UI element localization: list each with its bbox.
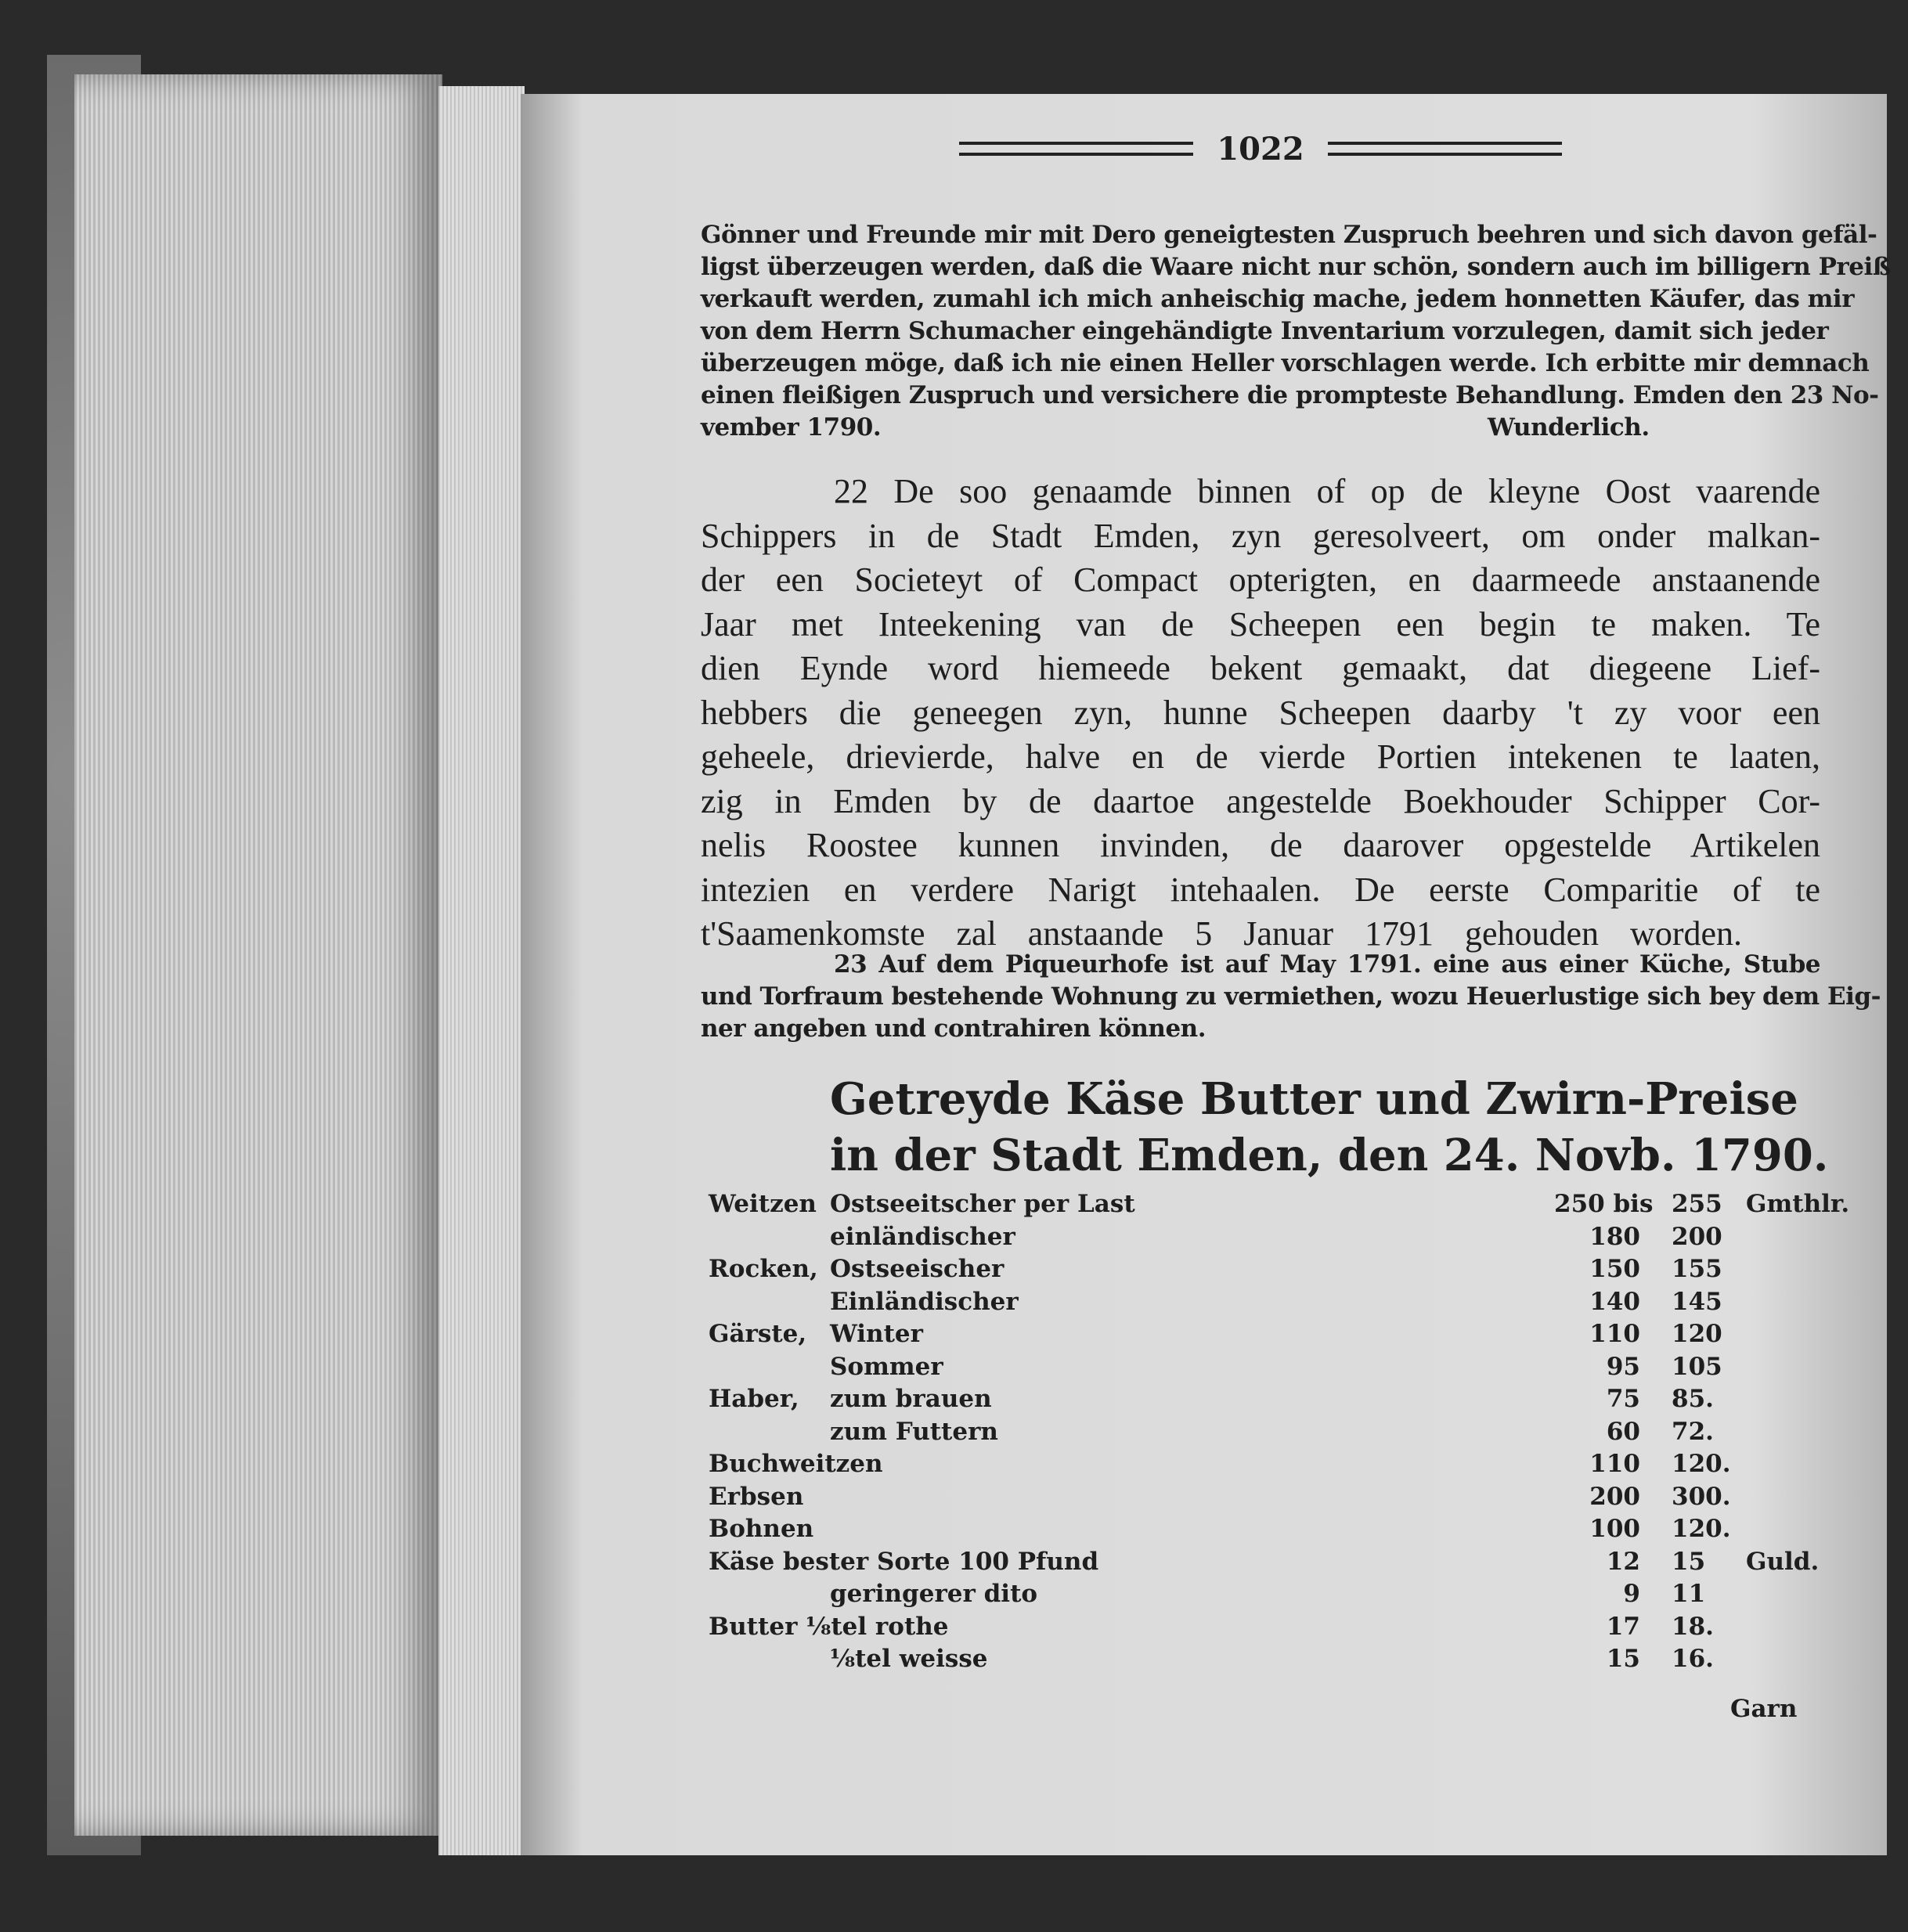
price-low: 200 bbox=[1589, 1482, 1640, 1511]
price-unit: Guld. bbox=[1746, 1547, 1820, 1576]
price-low: 110 bbox=[1589, 1320, 1640, 1348]
text-line: ligst überzeugen werden, daß die Waare nicht nur schön, sondern auch im billigern Preiß bbox=[701, 253, 1891, 281]
text-line: Gönner und Freunde mir mit Dero geneigtesten Zuspruch beehren und sich davon gefäl- bbox=[701, 221, 1877, 249]
price-row bbox=[709, 1515, 1820, 1548]
price-high: 120. bbox=[1672, 1450, 1731, 1478]
price-low: 15 bbox=[1606, 1645, 1640, 1673]
page-number: 1022 bbox=[1217, 130, 1304, 168]
price-row bbox=[709, 1190, 1850, 1223]
price-high: 11 bbox=[1672, 1580, 1706, 1608]
catchword: Garn bbox=[1730, 1695, 1798, 1723]
price-low: 250 bis bbox=[1554, 1190, 1654, 1218]
price-low: 140 bbox=[1589, 1287, 1640, 1316]
text-line: ner angeben und contrahiren können. bbox=[701, 1015, 1206, 1043]
price-high: 16. bbox=[1672, 1645, 1714, 1673]
price-list-title bbox=[830, 1071, 1829, 1184]
price-low: 100 bbox=[1589, 1515, 1640, 1543]
item-kind: Winter bbox=[830, 1320, 923, 1348]
price-row bbox=[709, 1320, 1820, 1353]
price-row bbox=[709, 1450, 1820, 1483]
page-edges-gutter bbox=[438, 86, 525, 1855]
text-line: und Torfraum bestehende Wohnung zu vermiethen, wozu Heuerlustige sich bey dem Eig- bbox=[701, 982, 1881, 1011]
price-low: 110 bbox=[1589, 1450, 1640, 1478]
item-name: Butter ⅛tel rothe bbox=[709, 1612, 949, 1641]
item-kind: Sommer bbox=[830, 1352, 943, 1381]
text-line: hebbers die geneegen zyn, hunne Scheepen daarby 't zy voor een bbox=[701, 693, 1820, 732]
item-name: Bohnen bbox=[709, 1515, 814, 1543]
text-line: nelis Roostee kunnen invinden, de daarover opgestelde Artikelen bbox=[701, 826, 1820, 864]
text-line: Schippers in de Stadt Emden, zyn geresolveert, om onder malkan- bbox=[701, 516, 1820, 555]
text-line: überzeugen möge, daß ich nie einen Heller vorschlagen werde. Ich erbitte mir demnach bbox=[701, 349, 1870, 377]
item-name: Weitzen bbox=[709, 1190, 817, 1218]
header-rule-left bbox=[959, 142, 1193, 156]
price-high: 15 bbox=[1672, 1547, 1706, 1576]
price-row bbox=[709, 1255, 1820, 1288]
item-kind: Ostseeischer bbox=[830, 1255, 1004, 1283]
item-name: Gärste, bbox=[709, 1320, 807, 1348]
price-low: 150 bbox=[1589, 1255, 1640, 1283]
price-high: 18. bbox=[1672, 1612, 1714, 1641]
price-low: 60 bbox=[1606, 1417, 1640, 1446]
price-high: 300. bbox=[1672, 1482, 1731, 1511]
page-edges-left bbox=[74, 74, 442, 1836]
price-low: 17 bbox=[1606, 1612, 1640, 1641]
price-low: 12 bbox=[1606, 1547, 1640, 1576]
text-line: verkauft werden, zumahl ich mich anheischig mache, jedem honnetten Käufer, das mir bbox=[701, 285, 1855, 313]
title-line-1: Getreyde Käse Butter und Zwirn-Preise bbox=[830, 1073, 1798, 1125]
text-line: t'Saamenkomste zal anstaande 5 Januar 1791 gehouden worden. bbox=[701, 914, 1742, 953]
signature: Wunderlich. bbox=[1488, 413, 1650, 442]
price-high: 155 bbox=[1672, 1255, 1722, 1283]
title-line-2: in der Stadt Emden, den 24. Novb. 1790. bbox=[830, 1130, 1829, 1181]
text-line: einen fleißigen Zuspruch und versichere die prompteste Behandlung. Emden den 23 No- bbox=[701, 381, 1879, 409]
price-high: 200 bbox=[1672, 1222, 1722, 1251]
text-line: 23 Auf dem Piqueurhofe ist auf May 1791. eine aus einer Küche, Stube bbox=[834, 950, 1820, 979]
item-kind: einländischer bbox=[830, 1222, 1015, 1251]
header-rule-right bbox=[1328, 142, 1562, 156]
notice-22 bbox=[701, 470, 1820, 957]
price-row bbox=[709, 1580, 1820, 1613]
price-unit: Gmthlr. bbox=[1746, 1190, 1850, 1218]
item-name: Käse bester Sorte 100 Pfund bbox=[709, 1547, 1099, 1576]
item-kind: ⅛tel weisse bbox=[830, 1645, 988, 1673]
price-high: 105 bbox=[1672, 1352, 1722, 1381]
item-name: Buchweitzen bbox=[709, 1450, 883, 1478]
price-row bbox=[709, 1288, 1820, 1321]
price-high: 85. bbox=[1672, 1385, 1714, 1413]
item-name: Rocken, bbox=[709, 1255, 818, 1283]
item-kind: Einländischer bbox=[830, 1287, 1019, 1316]
notice-23 bbox=[701, 949, 1881, 1045]
text-line: geheele, drievierde, halve en de vierde Portien intekenen te laaten, bbox=[701, 737, 1820, 776]
item-name: Haber, bbox=[709, 1385, 799, 1413]
price-table bbox=[709, 1190, 1850, 1678]
text-line: von dem Herrn Schumacher eingehändigte Inventarium vorzulegen, damit sich jeder bbox=[701, 317, 1829, 345]
item-kind: geringerer dito bbox=[830, 1580, 1038, 1608]
price-low: 75 bbox=[1606, 1385, 1640, 1413]
price-row bbox=[709, 1385, 1820, 1418]
notice-21 bbox=[701, 219, 1891, 444]
page-header bbox=[959, 129, 1562, 168]
price-row bbox=[709, 1223, 1820, 1256]
price-high: 72. bbox=[1672, 1417, 1714, 1446]
price-high: 120 bbox=[1672, 1320, 1722, 1348]
price-high: 255 bbox=[1672, 1190, 1722, 1218]
item-kind: Ostseeitscher per Last bbox=[830, 1190, 1135, 1218]
price-low: 180 bbox=[1589, 1222, 1640, 1251]
text-line: intezien en verdere Narigt intehaalen. De eerste Comparitie of te bbox=[701, 870, 1820, 909]
price-row bbox=[709, 1483, 1820, 1516]
item-kind: zum Futtern bbox=[830, 1417, 998, 1446]
text-line: vember 1790. bbox=[701, 413, 882, 442]
text-line: der een Societeyt of Compact opterigten, en daarmeede anstaanende bbox=[701, 560, 1820, 599]
text-line: dien Eynde word hiemeede bekent gemaakt, dat diegeene Lief- bbox=[701, 649, 1820, 687]
price-low: 95 bbox=[1606, 1352, 1640, 1381]
text-line: zig in Emden by de daartoe angestelde Boekhouder Schipper Cor- bbox=[701, 781, 1820, 820]
price-high: 120. bbox=[1672, 1515, 1731, 1543]
price-row bbox=[709, 1418, 1820, 1451]
price-high: 145 bbox=[1672, 1287, 1722, 1316]
price-low: 9 bbox=[1623, 1580, 1640, 1608]
price-row bbox=[709, 1353, 1820, 1386]
text-line: 22 De soo genaamde binnen of op de kleyne Oost vaarende bbox=[834, 472, 1820, 510]
price-row bbox=[709, 1613, 1820, 1645]
price-row bbox=[709, 1548, 1820, 1581]
text-line: Jaar met Inteekening van de Scheepen een begin te maken. Te bbox=[701, 604, 1820, 643]
item-name: Erbsen bbox=[709, 1482, 804, 1511]
item-kind: zum brauen bbox=[830, 1385, 992, 1413]
price-row bbox=[709, 1645, 1820, 1678]
